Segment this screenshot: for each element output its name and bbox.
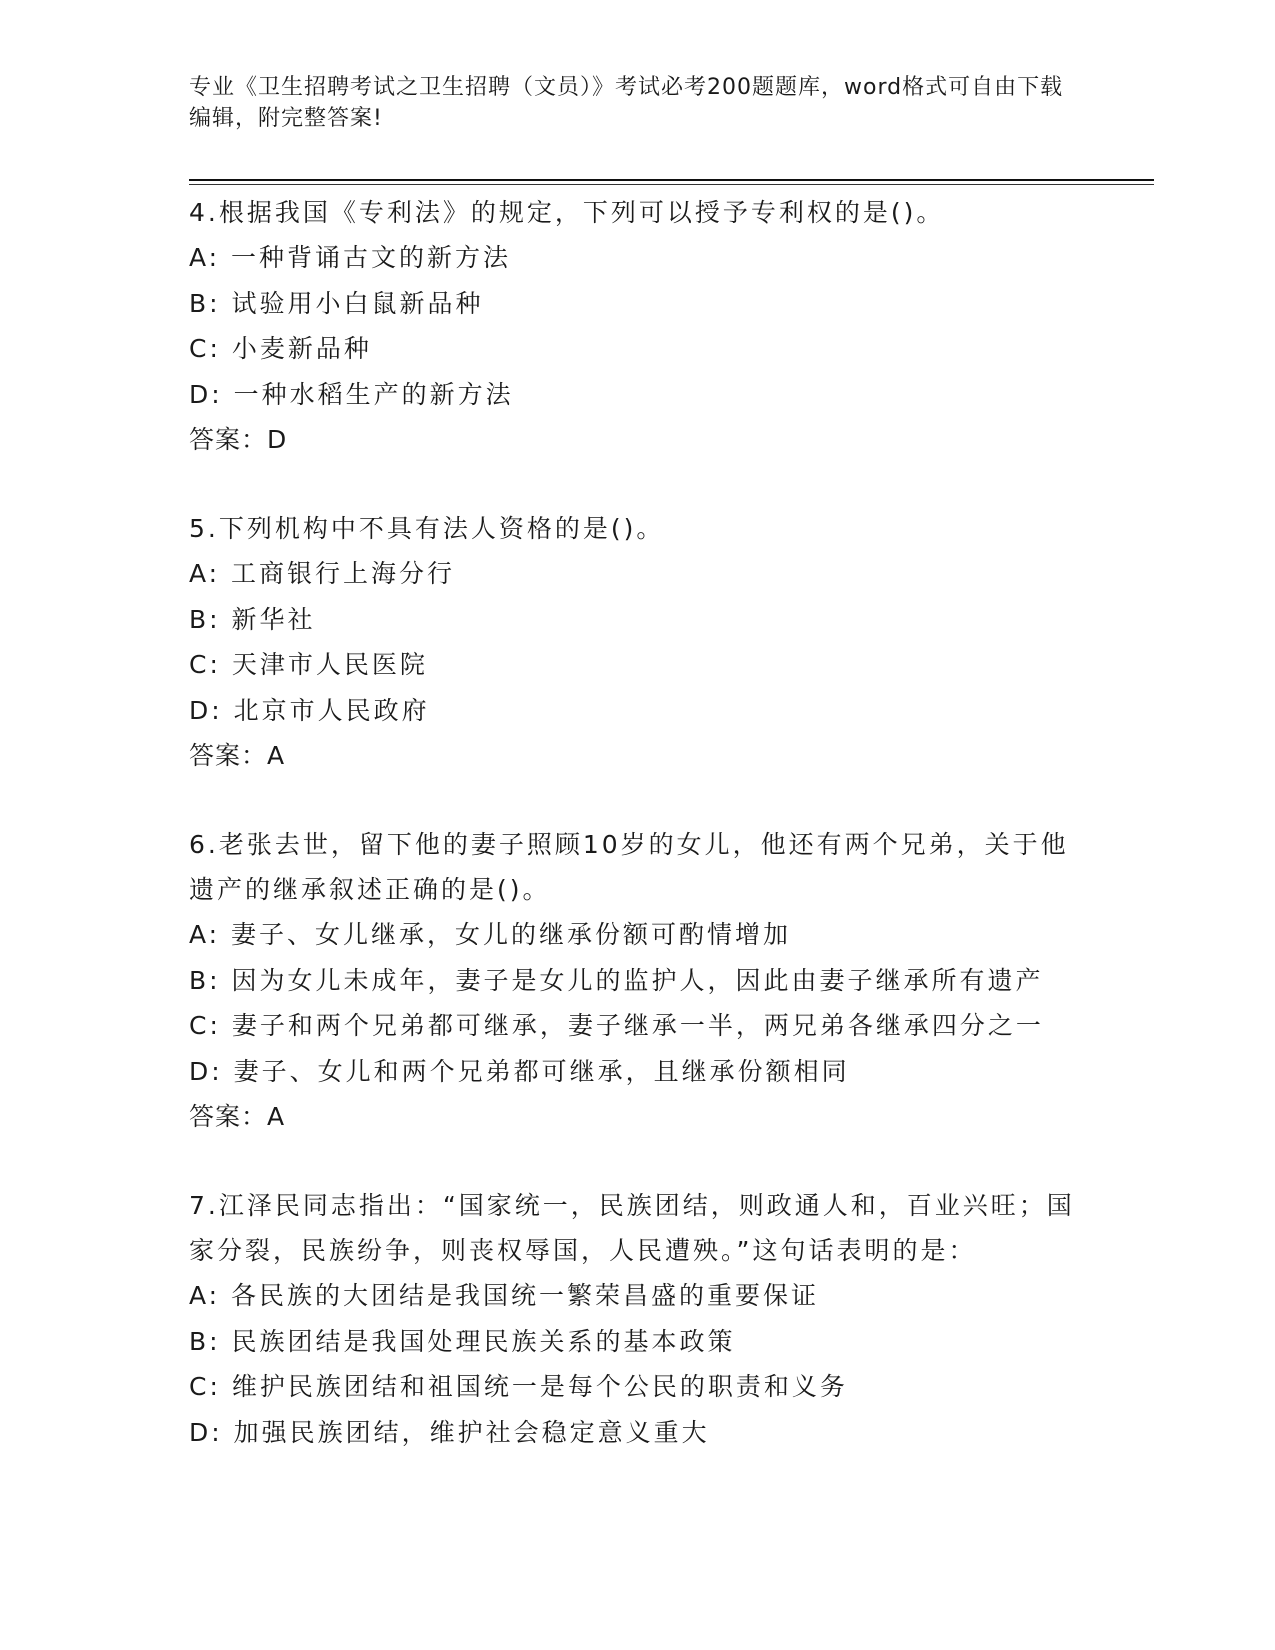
document-intro: 专业《卫生招聘考试之卫生招聘（文员）》考试必考200题题库，word格式可自由下载编辑，附完整答案! (189, 75, 1064, 131)
question-list (189, 190, 1079, 1455)
answer: 答案：A (189, 741, 286, 770)
answer: 答案：A (189, 1102, 286, 1131)
option-d: D: 北京市人民政府 (189, 695, 430, 725)
option-b: B: 民族团结是我国处理民族关系的基本政策 (189, 1326, 736, 1356)
option-c: C: 小麦新品种 (189, 334, 372, 363)
question-6 (189, 822, 1079, 1139)
answer: 答案：D (189, 425, 288, 454)
question-4 (189, 190, 1079, 462)
option-b: B: 新华社 (189, 604, 316, 634)
option-d: D: 加强民族团结，维护社会稳定意义重大 (189, 1417, 710, 1447)
option-a: A: 一种背诵古文的新方法 (189, 243, 512, 272)
option-c: C: 天津市人民医院 (189, 650, 428, 679)
question-7 (189, 1183, 1079, 1455)
option-c: C: 妻子和两个兄弟都可继承，妻子继承一半，两兄弟各继承四分之一 (189, 1011, 1044, 1040)
header-divider-thick (189, 179, 1154, 181)
question-stem: 5.下列机构中不具有法人资格的是()。 (189, 514, 665, 543)
option-a: A: 各民族的大团结是我国统一繁荣昌盛的重要保证 (189, 1281, 820, 1310)
header-divider-thin (189, 184, 1154, 185)
option-d: D: 妻子、女儿和两个兄弟都可继承，且继承份额相同 (189, 1056, 850, 1086)
question-5 (189, 506, 1079, 778)
option-a: A: 工商银行上海分行 (189, 559, 456, 588)
question-spacer (189, 1139, 1079, 1183)
option-b: B: 因为女儿未成年，妻子是女儿的监护人，因此由妻子继承所有遗产 (189, 965, 1044, 995)
question-stem: 6.老张去世，留下他的妻子照顾10岁的女儿，他还有两个兄弟，关于他遗产的继承叙述正确的是()。 (189, 830, 1069, 904)
question-stem: 7.江泽民同志指出：“国家统一，民族团结，则政通人和，百业兴旺；国家分裂，民族纷争，则丧权辱国，人民遭殃。”这句话表明的是： (189, 1191, 1075, 1265)
option-c: C: 维护民族团结和祖国统一是每个公民的职责和义务 (189, 1372, 848, 1401)
question-spacer (189, 778, 1079, 822)
question-spacer (189, 462, 1079, 506)
option-a: A: 妻子、女儿继承，女儿的继承份额可酌情增加 (189, 920, 792, 949)
option-d: D: 一种水稻生产的新方法 (189, 379, 514, 409)
question-stem: 4.根据我国《专利法》的规定，下列可以授予专利权的是()。 (189, 198, 945, 227)
option-b: B: 试验用小白鼠新品种 (189, 288, 484, 318)
